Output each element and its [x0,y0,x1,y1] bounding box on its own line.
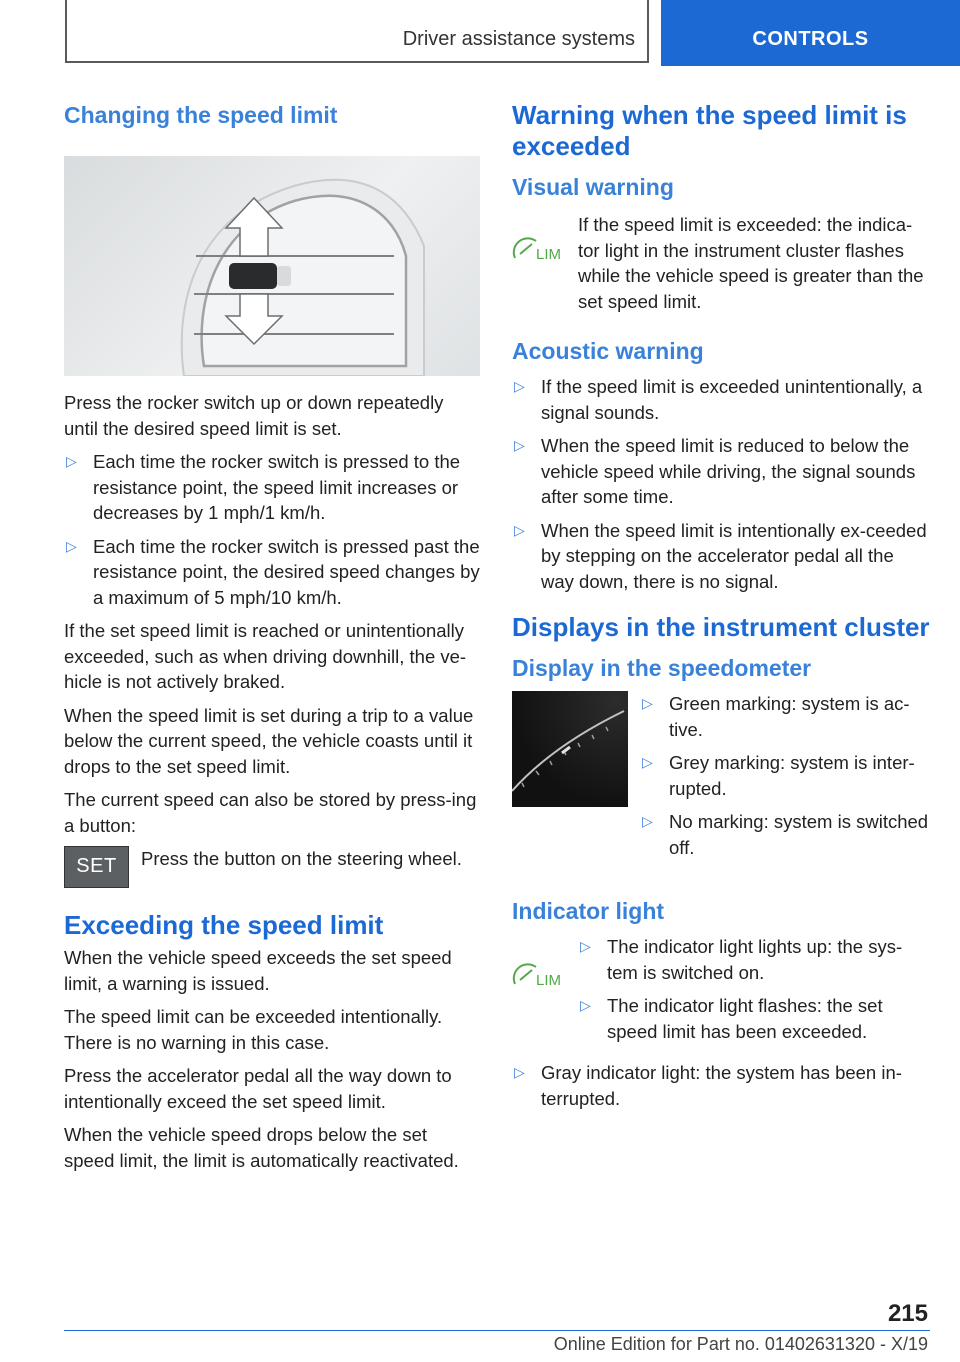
header-tab-controls[interactable] [661,0,960,66]
footer-divider [64,1330,930,1331]
para-warning-issued: When the vehicle speed exceeds the set speed limit, a warning is issued. [64,947,452,994]
bullet-triangle-icon: ▷ [580,997,591,1013]
bullet-triangle-icon: ▷ [642,813,653,829]
list-item [578,993,930,1044]
list-item [64,534,480,611]
list-item-text: The indicator light flashes: the set speed limit has been exceeded. [607,995,883,1042]
speedometer-image [512,691,628,807]
list-item [640,750,930,801]
heading-acoustic-warning: Acoustic warning [512,338,704,364]
bullet-triangle-icon: ▷ [580,938,591,954]
para-press-rocker: Press the rocker switch up or down repeatedly until the desired speed limit is set. [64,392,444,439]
list-item-text: Gray indicator light: the system has been in‐terrupted. [541,1062,902,1109]
list-item-text: Each time the rocker switch is pressed past the resistance point, the desired speed changes by a maximum of 5 mph/10 km/h. [93,535,480,608]
header-tab-label: CONTROLS [752,28,869,50]
header-section-title: Driver assistance systems [402,28,635,50]
list-item-text: No marking: system is switched off. [669,811,929,858]
set-button-icon: SET [64,846,129,888]
edition-note: Online Edition for Part no. 01402631320 - X/19 [553,1334,928,1354]
list-item-text: Grey marking: system is inter‐rupted. [669,752,915,799]
header-section-frame [65,0,649,63]
bullet-triangle-icon: ▷ [642,695,653,711]
indicator-light-row [512,934,930,1060]
list-item [512,433,930,510]
rocker-bullets [64,449,480,610]
list-item [640,691,930,742]
lim-indicator-icon [512,232,566,272]
steering-wheel-image [64,156,480,376]
left-column [64,100,480,1181]
list-item-text: If the speed limit is exceeded unintentionally, a signal sounds. [541,376,923,423]
para-store-speed: The current speed can also be stored by press‐ing a button: [64,789,477,836]
right-column [512,100,930,1119]
heading-warning-exceeded: Warning when the speed limit is exceeded [512,100,907,161]
gray-indicator-bullets [512,1060,930,1111]
list-item [640,809,930,860]
bullet-triangle-icon: ▷ [66,453,77,469]
list-item-text: Each time the rocker switch is pressed to the resistance point, the speed limit increases or decreases by 1 mph/1 km/h. [93,451,461,523]
heading-visual-warning: Visual warning [512,174,674,200]
steering-wheel-rocker-illustration [64,156,480,376]
lim-gauge-icon [512,232,566,262]
list-item-text: When the speed limit is reduced to below the vehicle speed while driving, the signal sounds after some time. [541,435,916,507]
list-item [512,1060,930,1111]
bullet-triangle-icon: ▷ [514,378,525,394]
heading-exceeding-speed-limit: Exceeding the speed limit [64,910,384,940]
para-press-accelerator: Press the accelerator pedal all the way down to intentionally exceed the set speed limit. [64,1065,452,1112]
speedometer-bullets [640,691,930,868]
lim-label: LIM [536,246,562,262]
lim-indicator-icon [512,958,566,998]
bullet-triangle-icon: ▷ [514,521,525,538]
para-exceed-intentionally: The speed limit can be exceeded intentionally. There is no warning in this case. [64,1006,443,1053]
indicator-bullets [578,934,930,1052]
bullet-triangle-icon: ▷ [514,1064,525,1080]
visual-warning-text: If the speed limit is exceeded: the indica‐tor light in the instrument cluster flashes while the vehicle speed is greater than the set speed limit. [578,214,924,312]
lim-gauge-icon [512,958,566,988]
bullet-triangle-icon: ▷ [514,437,525,453]
page-header [0,0,960,66]
list-item-text: Green marking: system is ac‐tive. [669,693,910,740]
page-number: 215 [887,1300,928,1327]
para-coasts: When the speed limit is set during a trip to a value below the current speed, the vehicle coasts until it drops to the set speed limit. [64,704,474,777]
bullet-triangle-icon: ▷ [642,754,653,770]
list-item-text: When the speed limit is intentionally ex‐ceeded by stepping on the accelerator pedal all the way down, there is no signal. [541,519,927,592]
list-item [64,449,480,526]
set-button-row [64,846,480,888]
list-item [512,518,930,595]
speedometer-row [512,691,930,876]
heading-changing-speed-limit: Changing the speed limit [64,102,338,128]
heading-displays-instrument-cluster: Displays in the instrument cluster [512,612,930,642]
acoustic-bullets [512,374,930,594]
list-item [512,374,930,425]
para-not-braked: If the set speed limit is reached or unintentionally exceeded, such as when driving downhill, the ve‐hicle is not actively braked. [64,620,467,692]
para-reactivated: When the vehicle speed drops below the set speed limit, the limit is automatically reactivated. [64,1124,459,1171]
set-button-text: Press the button on the steering wheel. [141,848,462,869]
speedometer-arc [512,691,628,807]
bullet-triangle-icon: ▷ [66,537,77,554]
list-item-text: The indicator light lights up: the sys‐tem is switched on. [607,936,903,983]
visual-warning-row [512,210,930,314]
heading-indicator-light: Indicator light [512,898,665,924]
lim-label: LIM [536,972,562,988]
heading-display-speedometer: Display in the speedometer [512,655,812,681]
list-item [578,934,930,985]
